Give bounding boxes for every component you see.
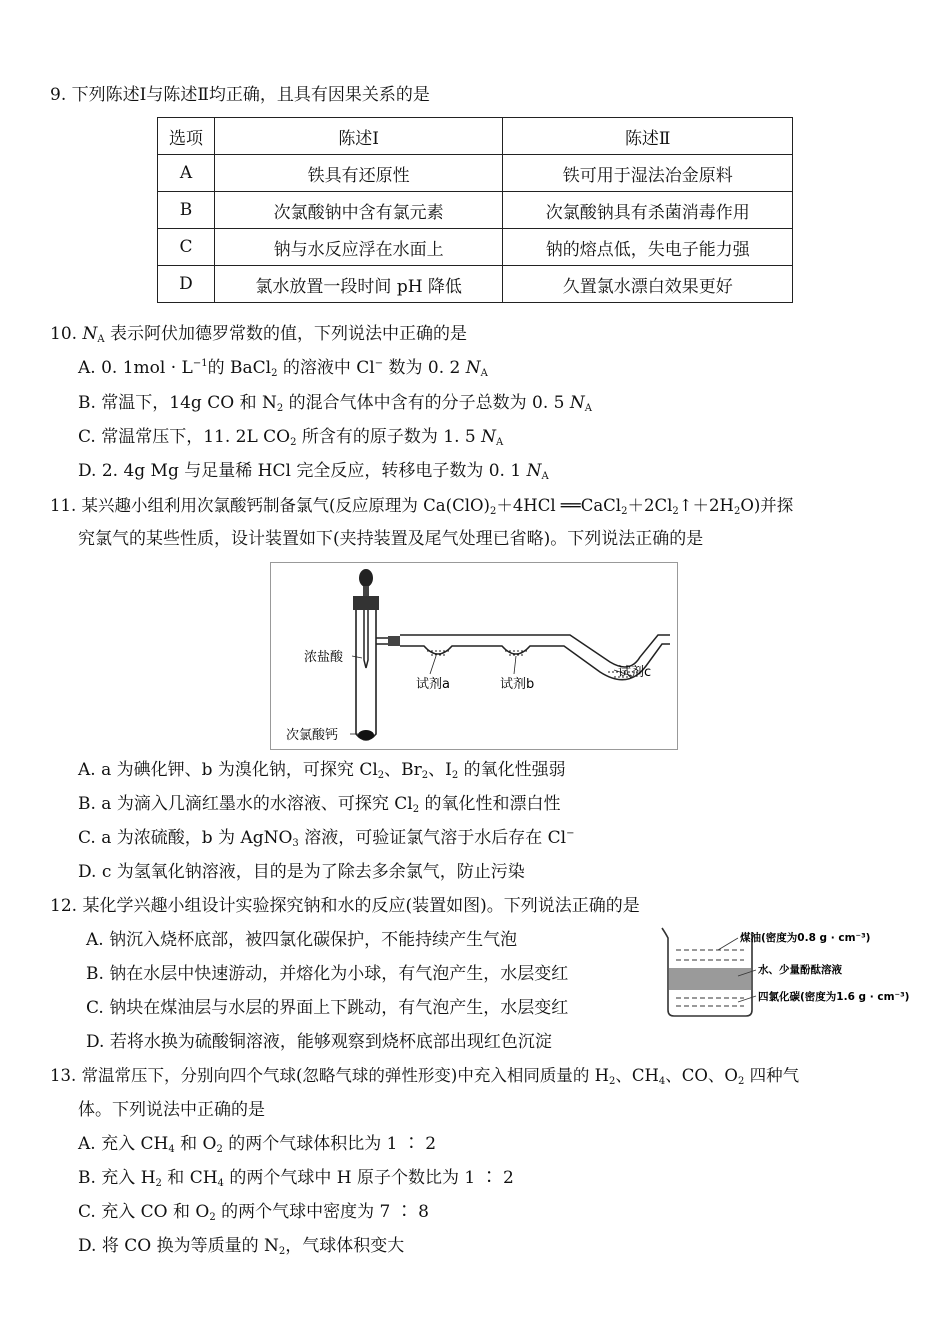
table-cell: 钠的熔点低，失电子能力强 [503, 229, 793, 266]
table-header: 陈述Ⅱ [503, 118, 793, 155]
q11-stem-line2: 究氯气的某些性质，设计装置如下(夹持装置及尾气处理已省略)。下列说法正确的是 [78, 529, 704, 549]
label-ccl4: 四氯化碳(密度为1.6 g · cm⁻³) [758, 991, 910, 1003]
q11-option-c: C. a 为浓硫酸，b 为 AgNO$_3$ 溶液，可验证氯气溶于水后存在 Cl− [78, 828, 575, 849]
q10-option-a: A. 0. $1mol \cdot L^{-1}$的 BaCl$_2$ 的溶液中 Cl− 数为 0. 2 $N_A$ [78, 358, 488, 379]
solid-reagent [358, 730, 374, 740]
table-row [158, 229, 793, 266]
chlorine-apparatus-figure [270, 562, 678, 750]
label-reagent-b: 试剂b [500, 677, 535, 692]
table-cell: B [158, 192, 215, 229]
table-cell: 铁可用于湿法冶金原料 [503, 155, 793, 192]
table-header-row [158, 118, 793, 155]
beaker-figure [658, 924, 930, 1020]
q13-option-a: A. 充入 $CH_4$ 和 $O_2$ 的两个气球体积比为 1 ∶ 2 [78, 1134, 437, 1155]
table-row [158, 192, 793, 229]
q12-stem: 12. 某化学兴趣小组设计实验探究钠和水的反应(装置如图)。下列说法正确的是 [50, 896, 640, 916]
table-cell: 久置氯水漂白效果更好 [503, 266, 793, 303]
table-cell: C [158, 229, 215, 266]
q11-stem-line1: 11. 某兴趣小组利用次氯酸钙制备氯气(反应原理为 $Ca(ClO)_2+4HCl$ $══CaCl_2+2Cl_2↑+2H_2O$)并探 [50, 496, 794, 517]
q11-option-b: B. a 为滴入几滴红墨水的水溶液、可探究 $Cl_2$ 的氧化性和漂白性 [78, 794, 561, 815]
dropper-neck [363, 586, 369, 596]
table-cell: 次氯酸钠具有杀菌消毒作用 [503, 192, 793, 229]
q11-option-a: A. a 为碘化钾、b 为溴化钠，可探究 $Cl_2$、$Br_2$、$I_2$ 的氧化性强弱 [78, 760, 566, 781]
table-row [158, 155, 793, 192]
table-cell: 氯水放置一段时间 pH 降低 [214, 266, 503, 303]
table-cell: 次氯酸钠中含有氯元素 [214, 192, 503, 229]
q13-option-b: B. 充入 $H_2$ 和 $CH_4$ 的两个气球中 H 原子个数比为 1 ∶ 2 [78, 1168, 514, 1189]
table-cell: D [158, 266, 215, 303]
q10-option-c: C. 常温常压下，11. 2L $CO_2$ 所含有的原子数为 1. 5 $N_A$ [78, 427, 504, 448]
q12-option-b: B. 钠在水层中快速游动，并熔化为小球，有气泡产生，水层变红 [86, 964, 569, 984]
water-layer [669, 968, 751, 990]
q9-stem: 9. 下列陈述Ⅰ与陈述Ⅱ均正确，且具有因果关系的是 [50, 85, 430, 105]
q13-option-c: C. 充入 CO 和 $O_2$ 的两个气球中密度为 7 ∶ 8 [78, 1202, 429, 1223]
table-header: 陈述Ⅰ [214, 118, 503, 155]
q13-stem-line1: 13. 常温常压下，分别向四个气球(忽略气球的弹性形变)中充入相同质量的 $H_2$、$CH_4$、CO、$O_2$ 四种气 [50, 1066, 800, 1087]
label-reagent-a: 试剂a [416, 677, 450, 692]
table-cell: 铁具有还原性 [214, 155, 503, 192]
label-reagent-c: 试剂c [618, 665, 652, 680]
q12-option-a: A. 钠沉入烧杯底部，被四氯化碳保护，不能持续产生气泡 [86, 930, 518, 950]
table-row [158, 266, 793, 303]
q11-option-d: D. c 为氢氧化钠溶液，目的是为了除去多余氯气，防止污染 [78, 862, 525, 882]
ccl4-layer [676, 998, 744, 1006]
dropper-bulb-icon [359, 569, 373, 587]
label-water: 水、少量酚酞溶液 [758, 964, 842, 976]
label-conc-hcl: 浓盐酸 [304, 650, 344, 665]
connector [388, 636, 400, 646]
q12-option-c: C. 钠块在煤油层与水层的界面上下跳动，有气泡产生，水层变红 [86, 998, 569, 1018]
table-header: 选项 [158, 118, 215, 155]
table-cell: A [158, 155, 215, 192]
stopper [353, 596, 379, 610]
q10-option-b: B. 常温下，14g CO 和 $N_2$ 的混合气体中含有的分子总数为 0. 5 $N_A$ [78, 393, 592, 414]
q13-stem-line2: 体。下列说法中正确的是 [78, 1100, 265, 1120]
q13-option-d: D. 将 CO 换为等质量的 $N_2$，气球体积变大 [78, 1236, 405, 1257]
kerosene-layer [676, 950, 744, 960]
q12-option-d: D. 若将水换为硫酸铜溶液，能够观察到烧杯底部出现红色沉淀 [86, 1032, 552, 1052]
table-cell: 钠与水反应浮在水面上 [214, 229, 503, 266]
q10-option-d: D. 2. 4g Mg 与足量稀 HCl 完全反应，转移电子数为 0. 1 $N_A$ [78, 461, 549, 482]
label-kerosene: 煤油(密度为0.8 g · cm⁻³) [740, 932, 871, 944]
q9-table [157, 117, 793, 303]
q10-stem: 10. $N_A$ 表示阿伏加德罗常数的值，下列说法中正确的是 [50, 324, 467, 345]
label-calcium-hypochlorite: 次氯酸钙 [286, 728, 339, 743]
